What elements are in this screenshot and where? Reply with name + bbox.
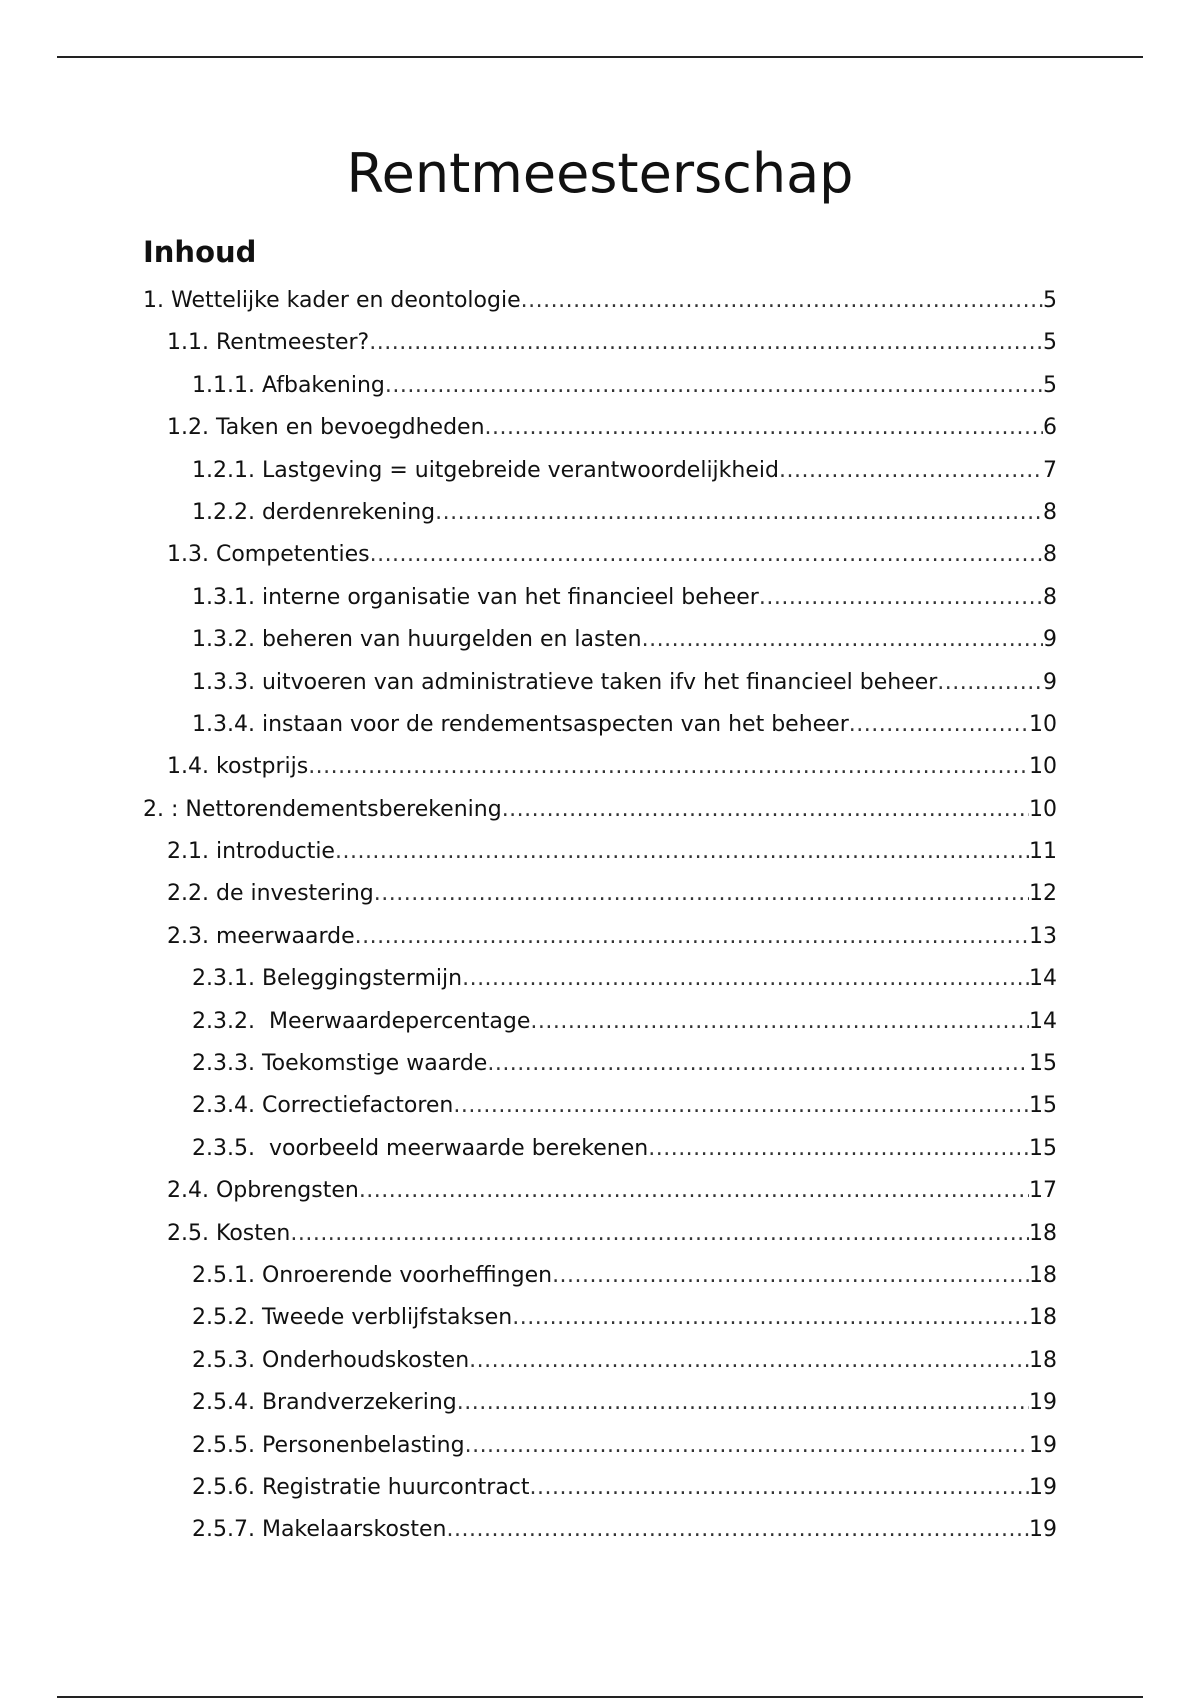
toc-entry-page: 18 xyxy=(1029,1262,1057,1288)
toc-entry-1-4[interactable] xyxy=(143,746,1057,788)
toc-entry-label: uitvoeren van administratieve taken ifv het financieel beheer xyxy=(261,669,938,695)
toc-entry-label: Brandverzekering xyxy=(261,1390,457,1416)
toc-entry-label: Toekomstige waarde xyxy=(261,1051,488,1077)
toc-entry-1-3-2[interactable] xyxy=(143,619,1057,661)
toc-dot-leader xyxy=(370,534,1043,576)
toc-entry-2-3[interactable] xyxy=(143,916,1057,958)
toc-entry-page: 9 xyxy=(1043,669,1057,695)
toc-entry-number: 2.3.4. xyxy=(192,1093,262,1119)
toc-entry-label: Rentmeester? xyxy=(215,330,370,356)
toc-dot-leader xyxy=(648,1128,1029,1170)
toc-entry-label: Registratie huurcontract xyxy=(261,1474,530,1500)
toc-entry-2-5-2[interactable] xyxy=(143,1297,1057,1339)
toc-entry-number: 1.1. xyxy=(167,330,216,356)
toc-entry-label: Onderhoudskosten xyxy=(261,1347,470,1373)
toc-entry-page: 19 xyxy=(1029,1432,1057,1458)
toc-entry-page: 8 xyxy=(1043,584,1057,610)
toc-entry-page: 8 xyxy=(1043,542,1057,568)
header-rule xyxy=(57,56,1143,58)
toc-entry-label: Beleggingstermijn xyxy=(261,966,463,992)
toc-dot-leader xyxy=(359,1170,1029,1212)
toc-entry-number: 2.5.5. xyxy=(192,1432,262,1458)
toc-dot-leader xyxy=(355,916,1029,958)
toc-entry-2-5-6[interactable] xyxy=(143,1467,1057,1509)
toc-entry-number: 2.3.1. xyxy=(192,966,262,992)
toc-entry-1-1[interactable] xyxy=(143,322,1057,364)
toc-entry-page: 10 xyxy=(1029,796,1057,822)
toc-entry-number: 2. xyxy=(143,796,171,822)
toc-entry-page: 6 xyxy=(1043,415,1057,441)
toc-entry-number: 2.5.4. xyxy=(192,1390,262,1416)
toc-entry-page: 19 xyxy=(1029,1390,1057,1416)
toc-heading: Inhoud xyxy=(143,235,257,269)
toc-dot-leader xyxy=(530,1001,1029,1043)
toc-entry-number: 1.1.1. xyxy=(192,372,262,398)
toc-entry-number: 2.5.7. xyxy=(192,1517,262,1543)
toc-entry-page: 14 xyxy=(1029,1008,1057,1034)
toc-entry-1-2[interactable] xyxy=(143,407,1057,449)
toc-entry-page: 5 xyxy=(1043,372,1057,398)
toc-entry-label: Lastgeving = uitgebreide verantwoordelijkheid xyxy=(261,457,779,483)
toc-entry-2-3-1[interactable] xyxy=(143,958,1057,1000)
toc-entry-page: 15 xyxy=(1029,1093,1057,1119)
toc-entry-2-2[interactable] xyxy=(143,873,1057,915)
toc-entry-page: 15 xyxy=(1029,1135,1057,1161)
toc-entry-page: 9 xyxy=(1043,627,1057,653)
footer-rule xyxy=(57,1696,1143,1698)
toc-entry-1-3-1[interactable] xyxy=(143,577,1057,619)
toc-entry-1-2-2[interactable] xyxy=(143,492,1057,534)
toc-entry-label: Meerwaardepercentage xyxy=(261,1008,531,1034)
toc-entry-number: 1.2.2. xyxy=(192,499,262,525)
toc-entry-2-5-1[interactable] xyxy=(143,1255,1057,1297)
toc-dot-leader xyxy=(453,1085,1029,1127)
toc-entry-number: 1.3.4. xyxy=(192,711,262,737)
toc-entry-number: 1.3. xyxy=(167,542,216,568)
toc-dot-leader xyxy=(462,958,1029,1000)
toc-entry-number: 2.3.5. xyxy=(192,1135,262,1161)
toc-dot-leader xyxy=(308,746,1029,788)
toc-dot-leader xyxy=(457,1382,1029,1424)
toc-dot-leader xyxy=(335,831,1029,873)
toc-entry-1-2-1[interactable] xyxy=(143,450,1057,492)
toc-dot-leader xyxy=(290,1213,1029,1255)
toc-entry-number: 2.2. xyxy=(167,881,216,907)
toc-entry-page: 10 xyxy=(1029,711,1057,737)
toc-entry-page: 5 xyxy=(1043,288,1057,313)
toc-entry-2-3-3[interactable] xyxy=(143,1043,1057,1085)
toc-entry-number: 2.5. xyxy=(167,1220,216,1246)
toc-entry-label: interne organisatie van het financieel beheer xyxy=(261,584,759,610)
toc-dot-leader xyxy=(502,789,1029,831)
toc-entry-label: Opbrengsten xyxy=(215,1178,359,1204)
toc-entry-label: introductie xyxy=(215,839,335,865)
toc-entry-label: meerwaarde xyxy=(215,923,355,949)
toc-entry-number: 2.1. xyxy=(167,839,216,865)
toc-entry-page: 17 xyxy=(1029,1178,1057,1204)
toc-entry-label: kostprijs xyxy=(215,754,309,780)
toc-entry-page: 18 xyxy=(1029,1220,1057,1246)
toc-entry-label: Personenbelasting xyxy=(261,1432,465,1458)
toc-entry-page: 19 xyxy=(1029,1474,1057,1500)
toc-entry-2-5-5[interactable] xyxy=(143,1425,1057,1467)
toc-entry-2-5-3[interactable] xyxy=(143,1340,1057,1382)
toc-entry-number: 1.2.1. xyxy=(192,457,262,483)
toc-dot-leader xyxy=(530,1467,1029,1509)
toc-dot-leader xyxy=(435,492,1043,534)
toc-entry-page: 14 xyxy=(1029,966,1057,992)
toc-dot-leader xyxy=(937,662,1043,704)
toc-entry-label: instaan voor de rendementsaspecten van het beheer xyxy=(261,711,849,737)
toc-entry-number: 1.3.2. xyxy=(192,627,262,653)
toc-entry-number: 2.5.2. xyxy=(192,1305,262,1331)
toc-dot-leader xyxy=(447,1509,1030,1551)
toc-entry-2-5[interactable] xyxy=(143,1213,1057,1255)
toc-entry-number: 1.3.1. xyxy=(192,584,262,610)
toc-entry-page: 12 xyxy=(1029,881,1057,907)
document-title: Rentmeesterschap xyxy=(346,142,854,205)
toc-entry-1-3-3[interactable] xyxy=(143,662,1057,704)
toc-dot-leader xyxy=(487,1043,1029,1085)
toc-dot-leader xyxy=(374,873,1029,915)
toc-entry-label: beheren van huurgelden en lasten xyxy=(261,627,642,653)
toc-entry-1-1-1[interactable] xyxy=(143,365,1057,407)
toc-dot-leader xyxy=(642,619,1043,661)
toc-entry-label: Correctiefactoren xyxy=(261,1093,454,1119)
toc-entry-page: 10 xyxy=(1029,754,1057,780)
toc-entry-label: Taken en bevoegdheden xyxy=(215,415,485,441)
toc-entry-label: voorbeeld meerwaarde berekenen xyxy=(261,1135,649,1161)
toc-dot-leader xyxy=(552,1255,1029,1297)
toc-dot-leader xyxy=(385,365,1043,407)
toc-entry-2-5-7[interactable] xyxy=(143,1509,1057,1551)
toc-dot-leader xyxy=(521,280,1043,322)
toc-entry-number: 2.5.3. xyxy=(192,1347,262,1373)
toc-dot-leader xyxy=(849,704,1029,746)
toc-entry-number: 2.4. xyxy=(167,1178,216,1204)
toc-dot-leader xyxy=(759,577,1043,619)
toc-entry-page: 13 xyxy=(1029,923,1057,949)
toc-entry-2-3-5[interactable] xyxy=(143,1128,1057,1170)
table-of-contents xyxy=(143,280,1057,1552)
toc-entry-2-1[interactable] xyxy=(143,831,1057,873)
toc-entry-page: 8 xyxy=(1043,499,1057,525)
toc-entry-number: 2.5.6. xyxy=(192,1474,262,1500)
toc-entry-number: 2.5.1. xyxy=(192,1262,262,1288)
toc-entry-number: 1.2. xyxy=(167,415,216,441)
toc-entry-number: 2.3. xyxy=(167,923,216,949)
toc-entry-page: 18 xyxy=(1029,1305,1057,1331)
toc-entry-label: : Nettorendementsberekening xyxy=(170,796,502,822)
toc-entry-2-3-2[interactable] xyxy=(143,1001,1057,1043)
toc-entry-label: Wettelijke kader en deontologie xyxy=(170,288,521,313)
toc-entry-label: Tweede verblijfstaksen xyxy=(261,1305,513,1331)
toc-entry-number: 1.3.3. xyxy=(192,669,262,695)
toc-dot-leader xyxy=(369,322,1043,364)
toc-entry-2-4[interactable] xyxy=(143,1170,1057,1212)
toc-entry-page: 5 xyxy=(1043,330,1057,356)
toc-entry-number: 1. xyxy=(143,288,171,313)
toc-entry-1-3[interactable] xyxy=(143,534,1057,576)
toc-entry-number: 1.4. xyxy=(167,754,216,780)
toc-entry-number: 2.3.3. xyxy=(192,1051,262,1077)
toc-entry-label: Makelaarskosten xyxy=(261,1517,447,1543)
toc-entry-page: 7 xyxy=(1043,457,1057,483)
toc-entry-label: Onroerende voorheffingen xyxy=(261,1262,553,1288)
toc-entry-page: 15 xyxy=(1029,1051,1057,1077)
toc-entry-number: 2.3.2. xyxy=(192,1008,262,1034)
toc-entry-page: 19 xyxy=(1029,1517,1057,1543)
toc-entry-label: derdenrekening xyxy=(261,499,436,525)
toc-entry-2[interactable] xyxy=(143,789,1057,831)
toc-entry-page: 11 xyxy=(1029,839,1057,865)
toc-entry-1-3-4[interactable] xyxy=(143,704,1057,746)
toc-entry-label: de investering xyxy=(215,881,374,907)
toc-entry-page: 18 xyxy=(1029,1347,1057,1373)
toc-entry-label: Competenties xyxy=(215,542,370,568)
toc-dot-leader xyxy=(512,1297,1029,1339)
toc-dot-leader xyxy=(779,450,1043,492)
toc-entry-1[interactable] xyxy=(143,280,1057,322)
toc-dot-leader xyxy=(465,1425,1029,1467)
toc-entry-label: Afbakening xyxy=(261,372,385,398)
toc-dot-leader xyxy=(469,1340,1029,1382)
toc-dot-leader xyxy=(485,407,1043,449)
toc-entry-label: Kosten xyxy=(215,1220,291,1246)
toc-entry-2-3-4[interactable] xyxy=(143,1085,1057,1127)
toc-entry-2-5-4[interactable] xyxy=(143,1382,1057,1424)
